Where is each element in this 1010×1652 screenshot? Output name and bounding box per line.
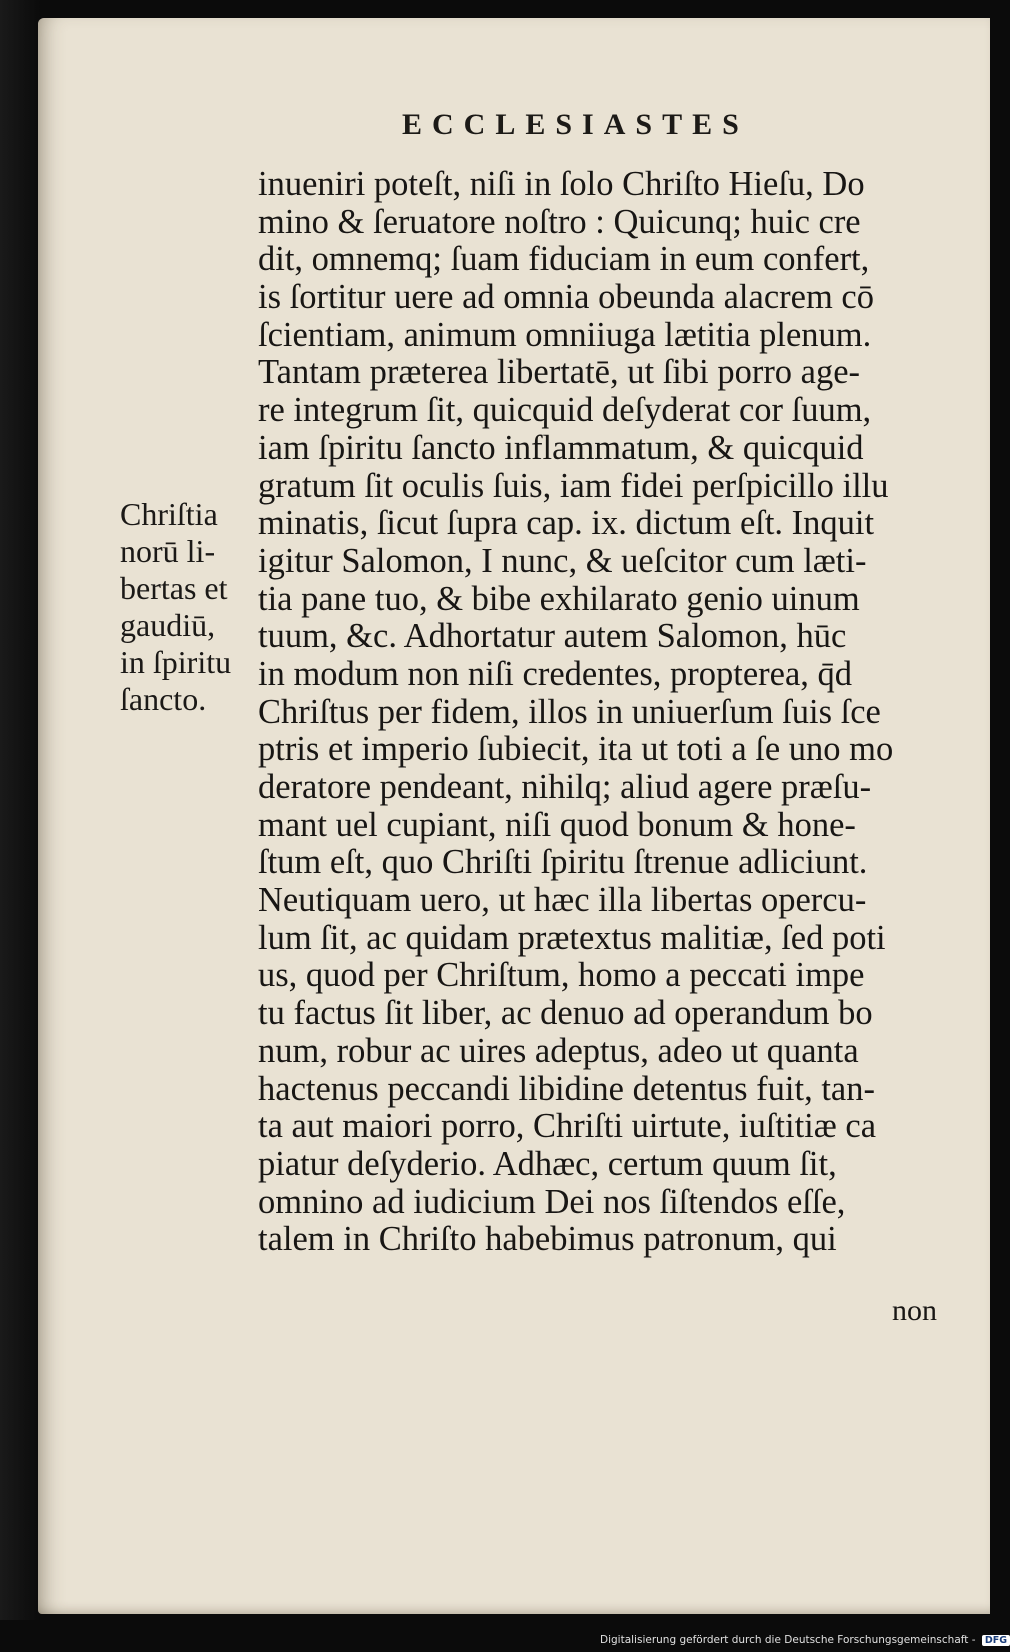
text-line: inueniri poteſt, niſi in ſolo Chriſto Hieſu, Do: [258, 165, 865, 203]
marginal-line: norū li-: [120, 533, 216, 569]
text-line: igitur Salomon, I nunc, & ueſcitor cum læti-: [258, 541, 867, 580]
text-line: lum ſit, ac quidam prætextus malitiæ, ſed poti: [258, 918, 886, 957]
funding-credit: Digitalisierung gefördert durch die Deutsche Forschungsgemeinschaft -: [600, 1634, 976, 1646]
text-line: hactenus peccandi libidine detentus fuit, tan-: [258, 1069, 875, 1108]
marginal-line: Chriſtia: [120, 496, 218, 532]
text-line: ſcientiam, animum omniiuga lætitia plenum.: [258, 315, 872, 354]
text-line: talem in Chriſto habebimus patronum, qui: [258, 1220, 837, 1259]
text-line: tuum, &c. Adhortatur autem Salomon, hūc: [258, 617, 847, 656]
text-line: in modum non niſi credentes, propterea, q̄d: [258, 654, 853, 693]
text-line: ta aut maiori porro, Chriſti uirtute, iuſtitiæ ca: [258, 1107, 877, 1146]
text-line: omnino ad iudicium Dei nos ſiſtendos eſſe,: [258, 1182, 846, 1221]
text-line: minatis, ſicut ſupra cap. ix. dictum eſt. Inquit: [258, 504, 875, 543]
text-line: Tantam præterea libertatē, ut ſibi porro age-: [258, 353, 861, 392]
text-line: Chriſtus per fidem, illos in uniuerſum ſuis ſce: [258, 692, 881, 731]
text-line: tu factus ſit liber, ac denuo ad operandum bo: [258, 994, 873, 1033]
text-line: tia pane tuo, & bibe exhilarato genio uinum: [258, 579, 860, 618]
text-line: is ſortitur uere ad omnia obeunda alacrem cō: [258, 278, 874, 317]
text-line: piatur deſyderio. Adhæc, certum quum ſit,: [258, 1144, 837, 1183]
marginal-line: ſancto.: [120, 681, 207, 717]
marginal-note: [120, 496, 260, 718]
text-line: iam ſpiritu ſancto inflammatum, & quicquid: [258, 428, 864, 467]
running-head: ECCLESIASTES: [402, 108, 749, 141]
text-line: ſtum eſt, quo Chriſti ſpiritu ſtrenue adliciunt.: [258, 843, 868, 882]
marginal-line: bertas et: [120, 570, 228, 606]
book-edge-shadow: [0, 0, 40, 1620]
text-line: re integrum ſit, quicquid deſyderat cor ſuum,: [258, 391, 872, 430]
text-line: dit, omnemq; ſuam fiduciam in eum confert,: [258, 240, 870, 279]
text-line: gratum ſit oculis ſuis, iam fidei perſpicillo illu: [258, 466, 889, 505]
marginal-line: in ſpiritu: [120, 644, 232, 680]
marginal-line: gaudiū,: [120, 607, 216, 643]
dfg-logo: DFG: [982, 1635, 1010, 1646]
main-text-block: [258, 166, 958, 1259]
text-line: num, robur ac uires adeptus, adeo ut quanta: [258, 1031, 859, 1070]
text-line: deratore pendeant, nihilq; aliud agere præſu-: [258, 768, 872, 806]
text-line: mant uel cupiant, niſi quod bonum & hone-: [258, 805, 856, 844]
text-line: mino & ſeruatore noſtro : Quicunq; huic cre: [258, 202, 861, 241]
text-line: Neutiquam uero, ut hæc illa libertas opercu-: [258, 881, 867, 920]
text-line: us, quod per Chriſtum, homo a peccati impe: [258, 956, 865, 995]
digitization-footer: [600, 1634, 1008, 1652]
text-line: ptris et imperio ſubiecit, ita ut toti a ſe uno mo: [258, 730, 894, 769]
catchword: non: [892, 1294, 937, 1327]
